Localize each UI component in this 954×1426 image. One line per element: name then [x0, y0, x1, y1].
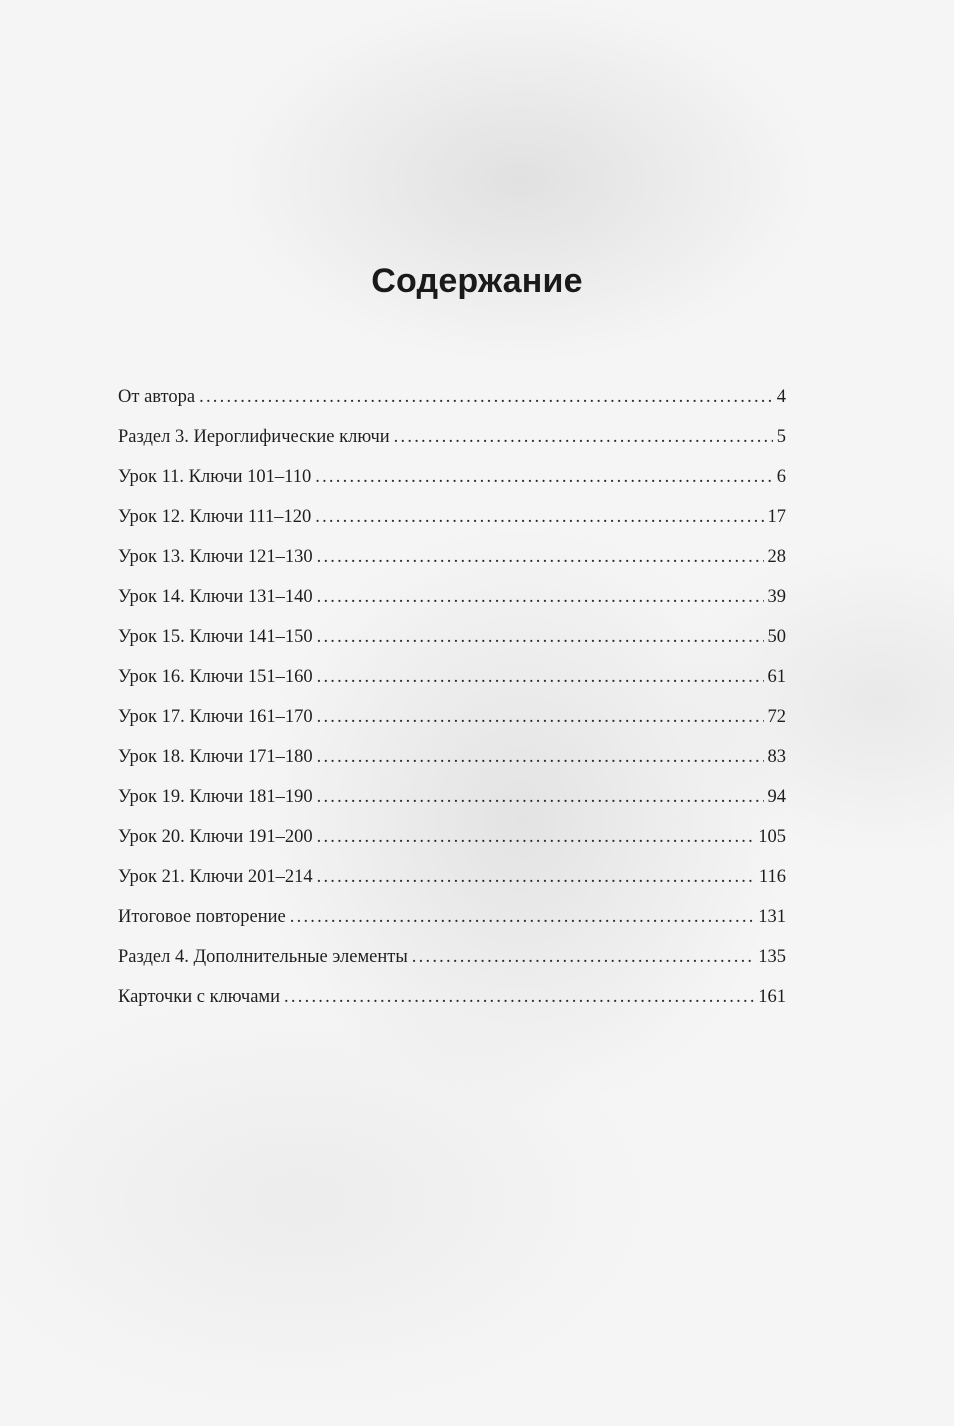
- toc-entry-page: 28: [767, 547, 786, 567]
- toc-entry-lesson-18: [118, 741, 786, 781]
- toc-entry-page: 131: [758, 907, 786, 927]
- toc-entry-label: Раздел 3. Иероглифические ключи: [118, 427, 390, 447]
- toc-entry-key-cards: [118, 981, 786, 1021]
- toc-entry-page: 105: [758, 827, 786, 847]
- toc-leader-dots: [412, 941, 754, 973]
- toc-leader-dots: [317, 741, 764, 773]
- toc-leader-dots: [317, 661, 764, 693]
- toc-entry-lesson-12: [118, 501, 786, 541]
- toc-entry-section-4: [118, 941, 786, 981]
- toc-entry-lesson-21: [118, 861, 786, 901]
- toc-entry-label: Урок 19. Ключи 181–190: [118, 787, 313, 807]
- toc-leader-dots: [284, 981, 754, 1013]
- table-of-contents: [118, 381, 786, 1021]
- toc-entry-label: Урок 16. Ключи 151–160: [118, 667, 313, 687]
- toc-entry-lesson-14: [118, 581, 786, 621]
- toc-entry-lesson-13: [118, 541, 786, 581]
- toc-leader-dots: [315, 501, 763, 533]
- toc-leader-dots: [317, 701, 764, 733]
- toc-leader-dots: [317, 861, 755, 893]
- toc-entry-label: Урок 11. Ключи 101–110: [118, 467, 312, 487]
- toc-entry-label: Раздел 4. Дополнительные элементы: [118, 947, 408, 967]
- toc-entry-page: 94: [767, 787, 786, 807]
- toc-leader-dots: [315, 461, 773, 493]
- toc-entry-lesson-11: [118, 461, 786, 501]
- page-title: Содержание: [371, 262, 583, 300]
- toc-entry-lesson-17: [118, 701, 786, 741]
- toc-entry-page: 72: [767, 707, 786, 727]
- toc-entry-section-3: [118, 421, 786, 461]
- toc-entry-page: 5: [776, 427, 786, 447]
- toc-entry-page: 135: [758, 947, 786, 967]
- toc-entry-page: 4: [776, 387, 786, 407]
- toc-entry-page: 17: [767, 507, 786, 527]
- toc-entry-lesson-19: [118, 781, 786, 821]
- toc-entry-label: Итоговое повторение: [118, 907, 286, 927]
- toc-leader-dots: [199, 381, 773, 413]
- toc-entry-label: Урок 14. Ключи 131–140: [118, 587, 313, 607]
- toc-entry-author-note: [118, 381, 786, 421]
- toc-entry-page: 6: [776, 467, 786, 487]
- toc-leader-dots: [317, 541, 764, 573]
- toc-entry-page: 61: [767, 667, 786, 687]
- toc-entry-label: Урок 18. Ключи 171–180: [118, 747, 313, 767]
- toc-entry-label: Урок 21. Ключи 201–214: [118, 867, 313, 887]
- toc-entry-lesson-20: [118, 821, 786, 861]
- toc-entry-label: Урок 13. Ключи 121–130: [118, 547, 313, 567]
- toc-entry-page: 39: [767, 587, 786, 607]
- toc-leader-dots: [317, 581, 764, 613]
- toc-entry-lesson-15: [118, 621, 786, 661]
- toc-entry-page: 116: [758, 867, 786, 887]
- toc-leader-dots: [317, 781, 764, 813]
- toc-entry-page: 50: [767, 627, 786, 647]
- toc-entry-final-review: [118, 901, 786, 941]
- toc-entry-label: Урок 20. Ключи 191–200: [118, 827, 313, 847]
- toc-entry-label: Урок 15. Ключи 141–150: [118, 627, 313, 647]
- toc-entry-label: Урок 12. Ключи 111–120: [118, 507, 312, 527]
- toc-entry-label: Урок 17. Ключи 161–170: [118, 707, 313, 727]
- toc-entry-page: 161: [758, 987, 786, 1007]
- toc-leader-dots: [394, 421, 773, 453]
- toc-entry-page: 83: [767, 747, 786, 767]
- toc-leader-dots: [290, 901, 755, 933]
- toc-entry-label: От автора: [118, 387, 196, 407]
- toc-entry-lesson-16: [118, 661, 786, 701]
- toc-leader-dots: [317, 821, 755, 853]
- toc-entry-label: Карточки с ключами: [118, 987, 281, 1007]
- toc-leader-dots: [317, 621, 764, 653]
